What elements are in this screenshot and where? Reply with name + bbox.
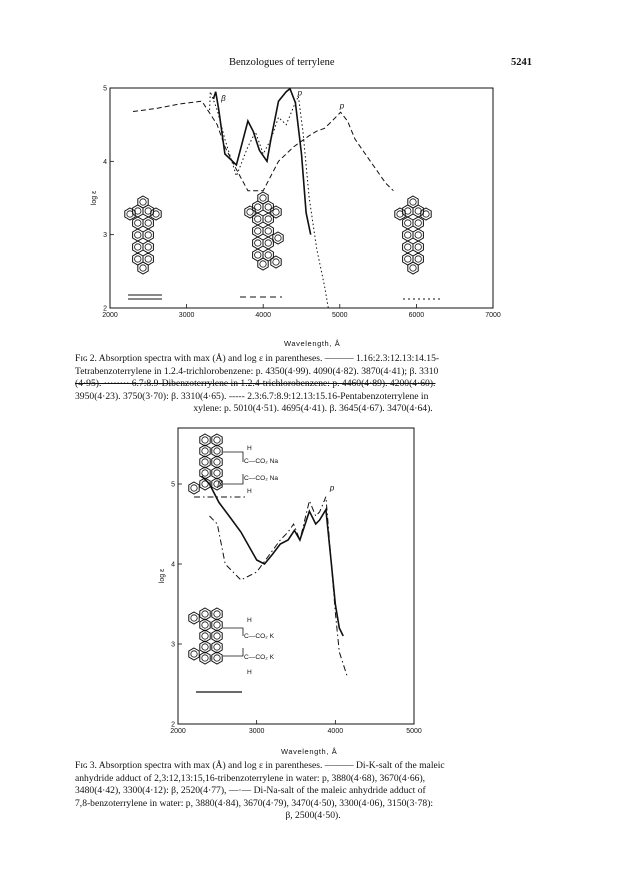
figure-3-xlabel: Wavelength, Å bbox=[281, 747, 338, 756]
x-tick-label: 7000 bbox=[485, 312, 501, 319]
figure-2-series bbox=[133, 88, 393, 308]
figure-3-axes bbox=[159, 428, 422, 735]
struct-label: H bbox=[247, 445, 252, 452]
caption-line: 3480(4·42), 3300(4·12): β, 2520(4·77), —·— Di-Na-salt of the maleic anhydride adduct of bbox=[75, 785, 426, 797]
y-tick-label: 4 bbox=[171, 561, 175, 569]
y-tick-label: 5 bbox=[103, 85, 107, 93]
molecule-tetrabenzoterrylene bbox=[125, 196, 161, 274]
figure-2-chart bbox=[70, 78, 510, 348]
y-tick-label: 2 bbox=[103, 305, 107, 313]
y-tick-label: 2 bbox=[171, 721, 175, 729]
caption-line: Fɪɢ 2. Absorption spectra with max (Å) and log ε in parentheses. ——— 1.16:2.3:12.13:14.15- bbox=[75, 353, 440, 364]
y-tick-label: 3 bbox=[171, 641, 175, 649]
caption-line: anhydride adduct of 2,3:12,13:15,16-tribenzoterrylene in water: p, 3880(4·68), 3670(4·66), bbox=[75, 772, 426, 784]
running-title: Benzologues of terrylene bbox=[229, 57, 335, 68]
caption-line: Fɪɢ 3. Absorption spectra with max (Å) and log ε in parentheses. ——— Di-K-salt of the maleic bbox=[75, 760, 445, 771]
caption-line: (4·95). ········ 6.7:8.9-Dibenzoterrylene in 1.2.4-trichlorobenzene: p. 4460(4·89). 4200(4·60). bbox=[75, 378, 436, 390]
x-tick-label: 5000 bbox=[332, 312, 348, 319]
x-tick-label: 4000 bbox=[255, 312, 271, 319]
struct-label: C—CO₂ Na bbox=[244, 458, 279, 465]
y-axis-label: log ε bbox=[91, 190, 98, 206]
peak-label: p bbox=[339, 101, 345, 111]
x-tick-label: 3000 bbox=[178, 312, 195, 319]
page-number: 5241 bbox=[511, 57, 532, 68]
struct-label: C—CO₂ K bbox=[244, 633, 275, 640]
figure-3-chart bbox=[150, 420, 490, 740]
caption-line: Tetrabenzoterrylene in 1.2.4-trichlorobenzene: p. 4350(4·99). 4090(4·82). 3870(4·41); β. 3310 bbox=[75, 365, 439, 377]
molecule-benzoterrylene-na-adduct bbox=[189, 434, 243, 494]
peak-label: p bbox=[329, 483, 335, 493]
struct-label: H bbox=[247, 669, 252, 676]
x-tick-label: 2000 bbox=[102, 312, 118, 319]
peak-label: β bbox=[217, 479, 222, 489]
y-tick-label: 3 bbox=[103, 232, 107, 240]
caption-line: 3950(4·23). 3750(3·70): β. 3310(4·65). ----- 2.3:6.7:8.9:12.13:15.16-Pentabenzoterrylene in bbox=[75, 390, 429, 402]
x-tick-label: 6000 bbox=[408, 312, 425, 319]
caption-line: 7,8-benzoterrylene in water: p, 3880(4·84), 3670(4·79), 3470(4·50), 3300(4·06), 3150(3·78): bbox=[75, 797, 434, 809]
molecule-dibenzoterrylene bbox=[395, 196, 431, 274]
molecule-pentabenzoterrylene bbox=[245, 192, 283, 270]
plot-frame bbox=[178, 428, 414, 724]
peak-label: p bbox=[297, 88, 303, 98]
struct-label: C—CO₂ Na bbox=[244, 475, 279, 482]
x-tick-label: 3000 bbox=[248, 728, 265, 735]
x-tick-label: 2000 bbox=[170, 728, 186, 735]
struct-label: H bbox=[247, 617, 252, 624]
series-solid-line bbox=[213, 89, 310, 235]
molecule-tribenzoterrylene-k-adduct bbox=[189, 608, 243, 664]
struct-label: H bbox=[247, 488, 252, 495]
caption-line: xylene: p. 5010(4·51). 4695(4·41). β. 3645(4·67). 3470(4·64). bbox=[193, 403, 433, 415]
peak-label: β bbox=[221, 94, 226, 104]
y-tick-label: 5 bbox=[171, 481, 175, 489]
series-dotted-line bbox=[210, 92, 329, 308]
struct-label: C—CO₂ K bbox=[244, 654, 275, 661]
caption-line: β, 2500(4·50). bbox=[285, 810, 341, 822]
series-dash-dot-line bbox=[210, 497, 348, 676]
y-tick-label: 4 bbox=[103, 158, 107, 166]
y-axis-label: log ε bbox=[159, 568, 166, 584]
figure-3-caption bbox=[75, 760, 551, 823]
series-solid-line bbox=[202, 476, 344, 636]
figure-3-series bbox=[202, 476, 348, 676]
structure-labels bbox=[244, 445, 278, 676]
figure-2-caption bbox=[75, 353, 551, 416]
series-dashed-line bbox=[133, 101, 393, 191]
figure-2-xlabel: Wavelength, Å bbox=[284, 339, 341, 348]
x-tick-label: 5000 bbox=[406, 728, 422, 735]
figure-2-axes bbox=[91, 86, 501, 320]
x-tick-label: 4000 bbox=[327, 728, 344, 735]
